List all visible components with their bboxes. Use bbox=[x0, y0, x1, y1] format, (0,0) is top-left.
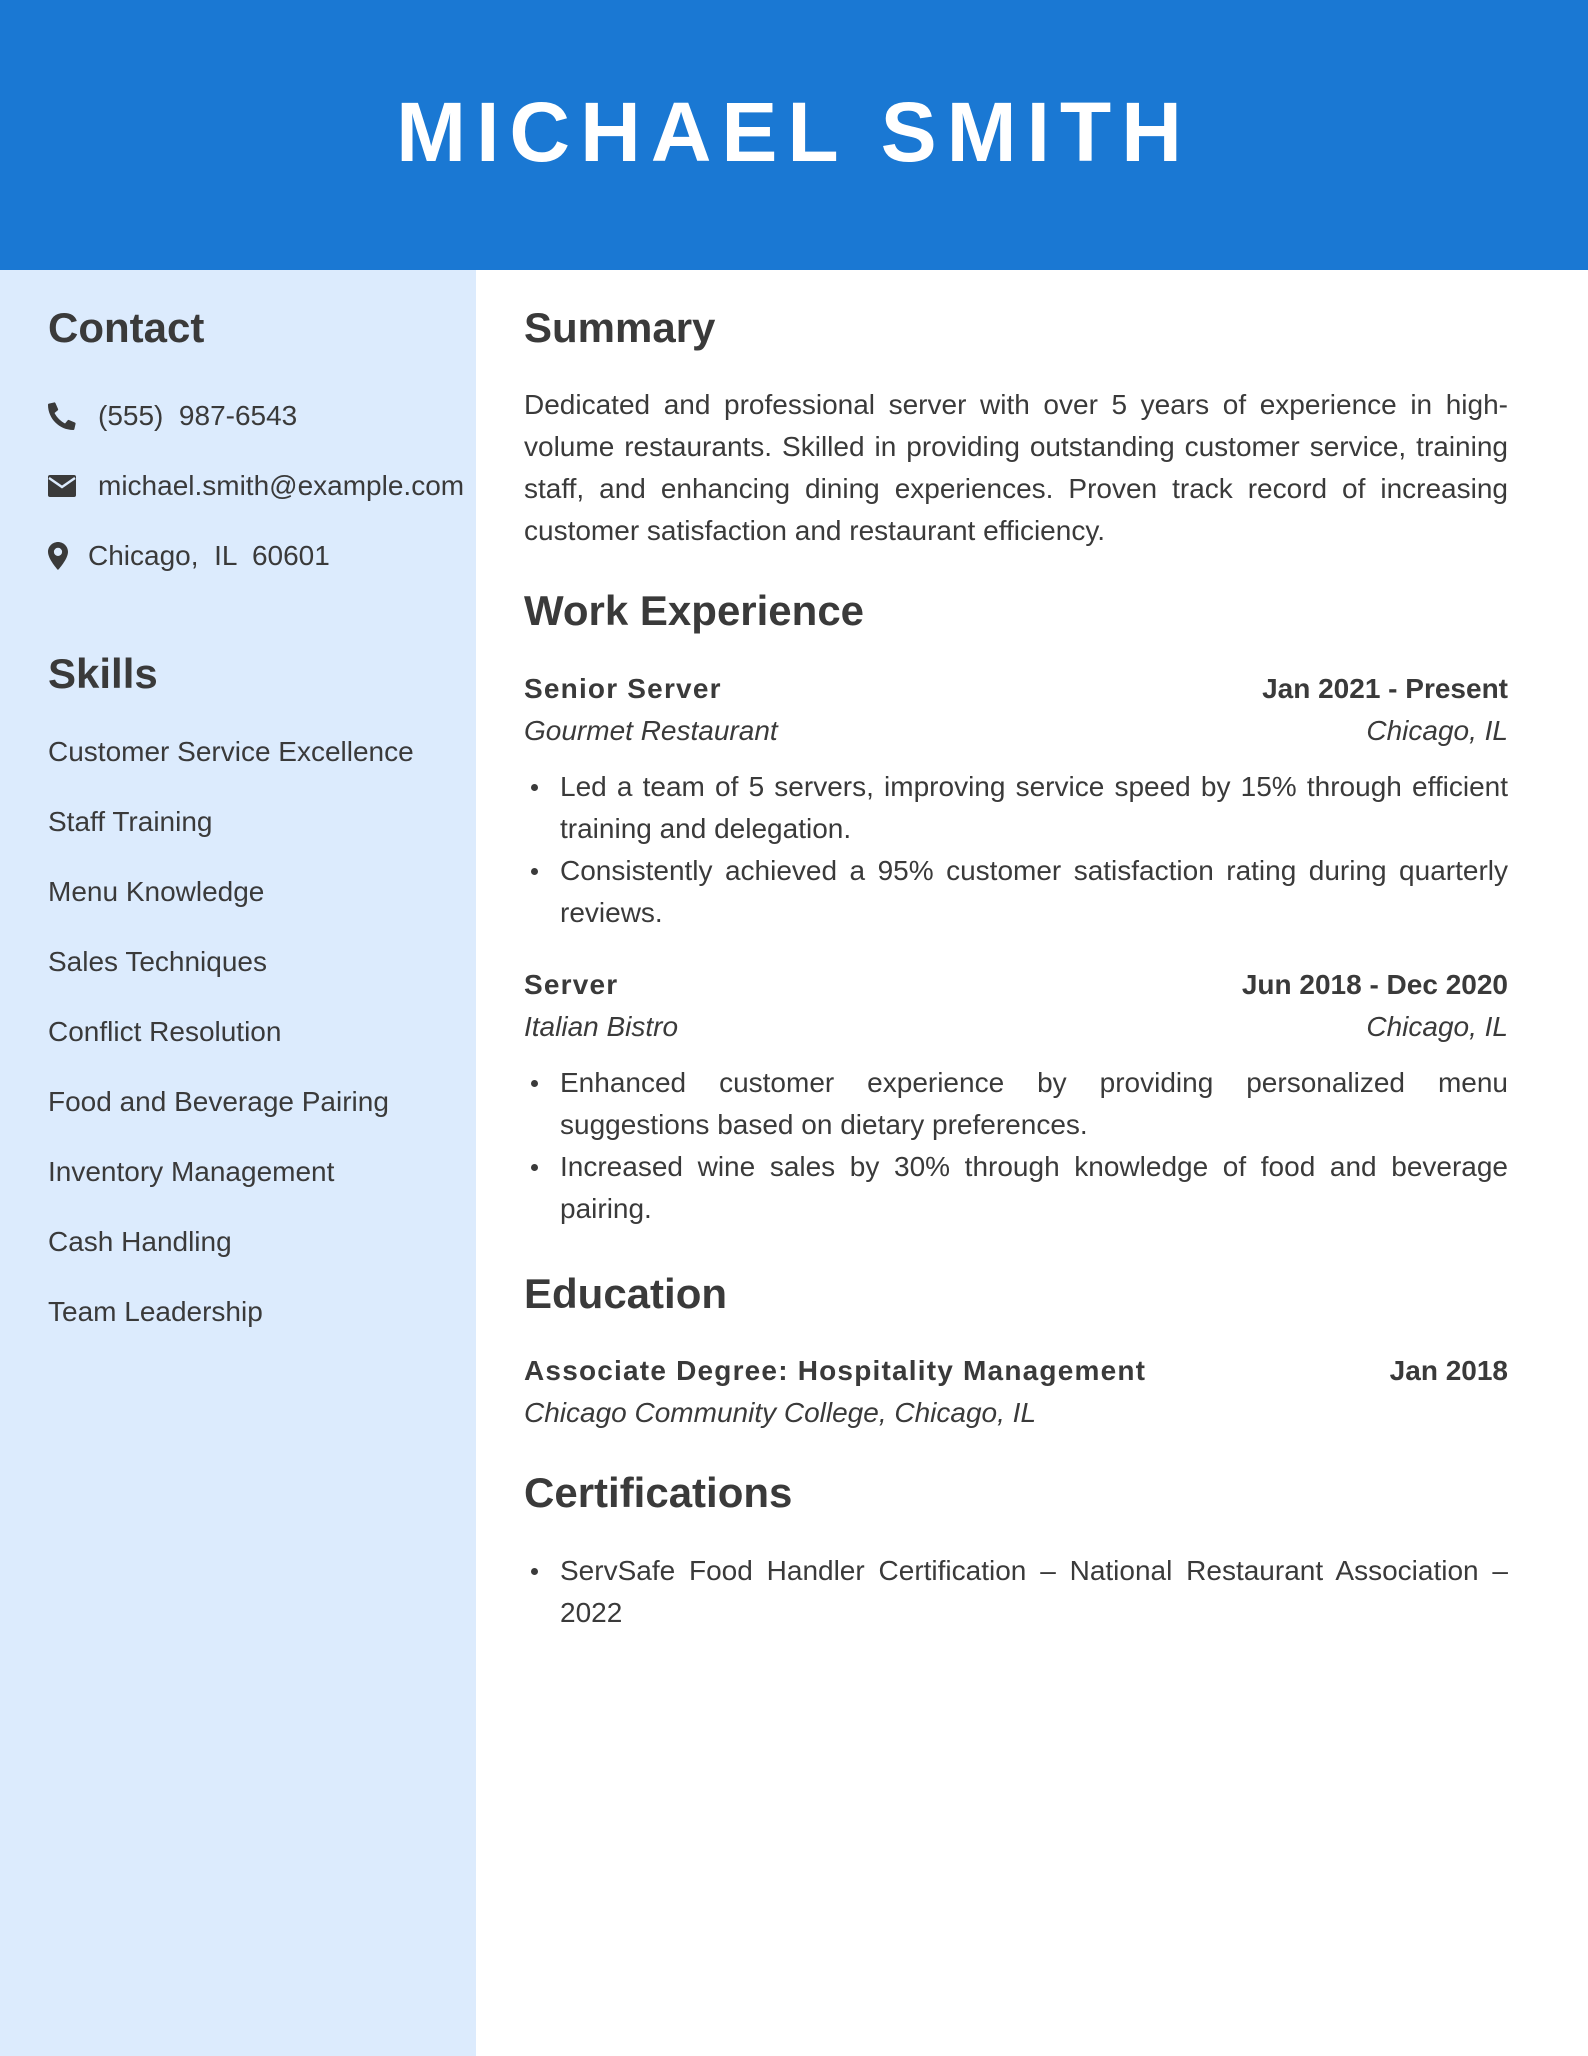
sidebar bbox=[0, 270, 476, 2056]
job-employer bbox=[524, 1011, 1508, 1043]
skill-item: Customer Service Excellence bbox=[48, 736, 414, 767]
certifications-heading: Certifications bbox=[524, 1469, 793, 1516]
job-title: Senior Server bbox=[524, 673, 722, 704]
job-company: Italian Bistro bbox=[524, 1011, 679, 1042]
job-bullets bbox=[524, 1062, 1508, 1230]
phone-icon bbox=[48, 402, 76, 430]
job-bullet: Led a team of 5 servers, improving service speed by 15% through efficient training and delegation. bbox=[524, 766, 1508, 850]
job-company: Gourmet Restaurant bbox=[524, 715, 778, 746]
resume-name: MICHAEL SMITH bbox=[396, 84, 1192, 179]
job-employer bbox=[524, 715, 1508, 747]
contact-location bbox=[48, 540, 330, 572]
phone-text: (555) 987-6543 bbox=[98, 400, 298, 431]
job-dates: Jun 2018 - Dec 2020 bbox=[1241, 969, 1508, 1000]
job-bullets bbox=[524, 766, 1508, 934]
contact-heading: Contact bbox=[48, 304, 205, 351]
summary-heading: Summary bbox=[524, 304, 716, 351]
skill-item: Cash Handling bbox=[48, 1226, 232, 1257]
skill-item: Team Leadership bbox=[48, 1296, 263, 1327]
job-bullet: Increased wine sales by 30% through knowledge of food and beverage pairing. bbox=[524, 1146, 1508, 1230]
job-location: Chicago, IL bbox=[1366, 1011, 1508, 1042]
school: Chicago Community College, Chicago, IL bbox=[524, 1397, 1037, 1428]
skill-item: Conflict Resolution bbox=[48, 1016, 282, 1047]
skill-item: Staff Training bbox=[48, 806, 213, 837]
header-banner bbox=[0, 0, 1588, 270]
experience-heading: Work Experience bbox=[524, 587, 865, 634]
job-header bbox=[524, 969, 1508, 1001]
contact-phone bbox=[48, 400, 297, 432]
certification-list bbox=[524, 1550, 1508, 1634]
location-text: Chicago, IL 60601 bbox=[88, 540, 330, 571]
job-dates: Jan 2021 - Present bbox=[1262, 673, 1508, 704]
job-title: Server bbox=[524, 969, 619, 1000]
skill-item: Food and Beverage Pairing bbox=[48, 1086, 389, 1117]
summary-text: Dedicated and professional server with over 5 years of experience in high-volume restaurants. Skilled in providing outstanding customer service, training staff, and enhancing dining experiences. Proven track record of increasing customer satisfaction and restaurant efficiency. bbox=[524, 389, 1508, 546]
job-header bbox=[524, 673, 1508, 705]
education-header bbox=[524, 1355, 1508, 1387]
map-marker-icon bbox=[48, 542, 68, 570]
job-location: Chicago, IL bbox=[1366, 715, 1508, 746]
job-bullet: Enhanced customer experience by providing personalized menu suggestions based on dietary preferences. bbox=[524, 1062, 1508, 1146]
email-text: michael.smith@example.com bbox=[98, 470, 465, 501]
education-heading: Education bbox=[524, 1270, 728, 1317]
envelope-icon bbox=[48, 475, 76, 497]
education-school bbox=[524, 1397, 1508, 1429]
skill-item: Sales Techniques bbox=[48, 946, 267, 977]
certification-item: ServSafe Food Handler Certification – National Restaurant Association – 2022 bbox=[524, 1550, 1508, 1634]
skill-item: Inventory Management bbox=[48, 1156, 335, 1187]
skill-item: Menu Knowledge bbox=[48, 876, 265, 907]
degree: Associate Degree: Hospitality Management bbox=[524, 1355, 1147, 1386]
contact-email bbox=[48, 470, 464, 502]
degree-date: Jan 2018 bbox=[1389, 1355, 1508, 1386]
skills-heading: Skills bbox=[48, 650, 158, 697]
job-bullet: Consistently achieved a 95% customer satisfaction rating during quarterly reviews. bbox=[524, 850, 1508, 934]
